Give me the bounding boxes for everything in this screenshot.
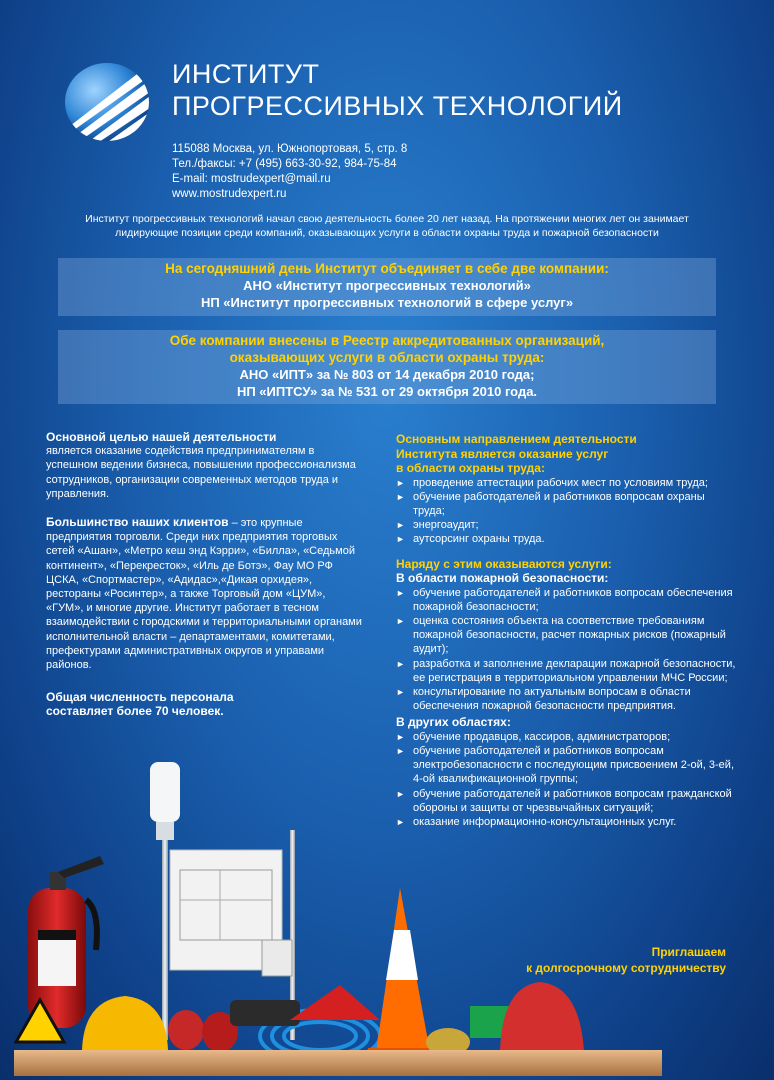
other-areas-heading: В других областях:	[396, 715, 511, 730]
registry-heading-1: Обе компании внесены в Реестр аккредитованных организаций,	[169, 333, 605, 348]
registry-np: НП «ИПТСУ» за № 531 от 29 октября 2010 года.	[236, 384, 538, 399]
flashlight-icon	[230, 1000, 300, 1026]
fire-safety-heading: В области пожарной безопасности:	[396, 571, 609, 586]
invitation-line-1: Приглашаем	[651, 945, 726, 959]
left-column	[46, 430, 364, 733]
evacuation-plan-icon	[170, 850, 292, 976]
goal-text: является оказание содействия предпринимателям в успешном ведении бизнеса, повышении профессионализма сотрудников, организации современных методов труда и управления.	[46, 445, 356, 500]
clients-heading: Большинство наших клиентов	[46, 515, 229, 530]
list-item: ► обучение продавцов, кассиров, администраторов;	[396, 730, 736, 744]
contact-block	[172, 142, 407, 202]
organization-title	[172, 58, 623, 122]
main-direction-heading-3: в области охраны труда:	[396, 461, 545, 475]
list-item: ► обучение работодателей и работников вопросам обеспечения пожарной безопасности;	[396, 586, 736, 614]
fire-safety-list	[396, 586, 736, 714]
title-line-1: ИНСТИТУТ	[172, 59, 320, 89]
intro-line-1: Институт прогрессивных технологий начал свою деятельность более 20 лет назад. На протяжении многих лет он занимает	[85, 213, 689, 225]
companies-banner	[58, 258, 716, 316]
title-line-2: ПРОГРЕССИВНЫХ ТЕХНОЛОГИЙ	[172, 91, 623, 121]
list-item: ► обучение работодателей и работников вопросам охраны труда;	[396, 490, 736, 518]
hard-hat-icon	[82, 996, 168, 1050]
intro-paragraph	[40, 212, 734, 240]
list-item: ► оказание информационно-консультационных услуг.	[396, 815, 736, 829]
list-item: ► консультирование по актуальным вопросам в области обеспечения пожарной безопасности предприятия.	[396, 685, 736, 713]
address-text: 115088 Москва, ул. Южнопортовая, 5, стр. 8	[172, 143, 408, 155]
car-jack-icon	[290, 985, 380, 1020]
intro-line-2: лидирующие позиции среди компаний, оказывающих услуги в области охраны труда и пожарной безопасности	[115, 227, 659, 239]
list-item: ► аутсорсинг охраны труда.	[396, 532, 736, 546]
main-direction-heading-1: Основным направлением деятельности	[396, 432, 637, 446]
list-item: ► обучение работодателей и работников вопросам гражданской обороны и защиты от чрезвычайных ситуаций;	[396, 787, 736, 815]
staff-paragraph	[46, 690, 364, 718]
list-item: ► разработка и заполнение декларации пожарной безопасности, ее регистрация в территориальном управлении МЧС России;	[396, 657, 736, 685]
clients-text: – это крупные предприятия торговли. Среди них предприятия торговых сетей «Ашан», «Метро кеш энд Кэрри», «Билла», «Седьмой континент», «Перекресток», «Иль де Ботэ», Фау МО РФ ЦСКА, «Спортмастер», «Адидас»,«Дикая орхидея», рестораны «Росинтер», а также Торговый дом «ЦУМ», «ГУМ», и многие другие. Институт работает в тесном взаимодействии с городскими и территориальными органами исполнительной власти – департаментами, комитетами, префектурами административных округов и управами районов.	[46, 517, 362, 672]
list-item: ► энергоаудит;	[396, 518, 736, 532]
additional-services-heading: Наряду с этим оказываются услуги:	[396, 556, 612, 571]
website-link[interactable]: www.mostrudexpert.ru	[172, 188, 287, 200]
company-ano: АНО «Институт прогрессивных технологий»	[243, 278, 531, 293]
phone-text: Тел./факсы: +7 (495) 663-30-92, 984-75-84	[172, 158, 397, 170]
company-np: НП «Институт прогрессивных технологий в сфере услуг»	[200, 295, 574, 310]
safety-helmet-icon	[500, 982, 584, 1052]
registry-ano: АНО «ИПТ» за № 803 от 14 декабря 2010 года;	[239, 367, 535, 382]
email-link[interactable]: E-mail: mostrudexpert@mail.ru	[172, 173, 331, 185]
main-direction-heading-2: Института является оказание услуг	[396, 446, 609, 461]
ipt-logo-icon	[64, 62, 150, 142]
ear-muffs-icon	[168, 1010, 238, 1052]
goal-heading: Основной целью нашей деятельности	[46, 430, 277, 444]
staff-line-2: составляет более 70 человек.	[46, 704, 224, 719]
list-item: ► проведение аттестации рабочих мест по условиям труда;	[396, 476, 736, 490]
staff-line-1: Общая численность персонала	[46, 690, 234, 705]
invitation-line-2: к долгосрочному сотрудничеству	[526, 961, 726, 975]
clients-paragraph	[46, 515, 364, 672]
companies-heading: На сегодняшний день Институт объединяет в себе две компании:	[165, 261, 609, 276]
list-item: ► оценка состояния объекта на соответствие требованиям пожарной безопасности, расчет пожарных рисков (пожарный аудит);	[396, 614, 736, 657]
registry-heading-2: оказывающих услуги в области охраны труда:	[229, 350, 545, 365]
goal-paragraph	[46, 430, 364, 501]
wooden-shelf	[14, 1050, 662, 1076]
registry-banner	[58, 330, 716, 404]
main-services-list	[396, 476, 736, 547]
safety-equipment-illustration	[0, 760, 774, 1080]
list-item: ► обучение работодателей и работников вопросам электробезопасности с последующим присвоением 2-ой, 3-ей, 4-ой квалификационной группы;	[396, 744, 736, 787]
